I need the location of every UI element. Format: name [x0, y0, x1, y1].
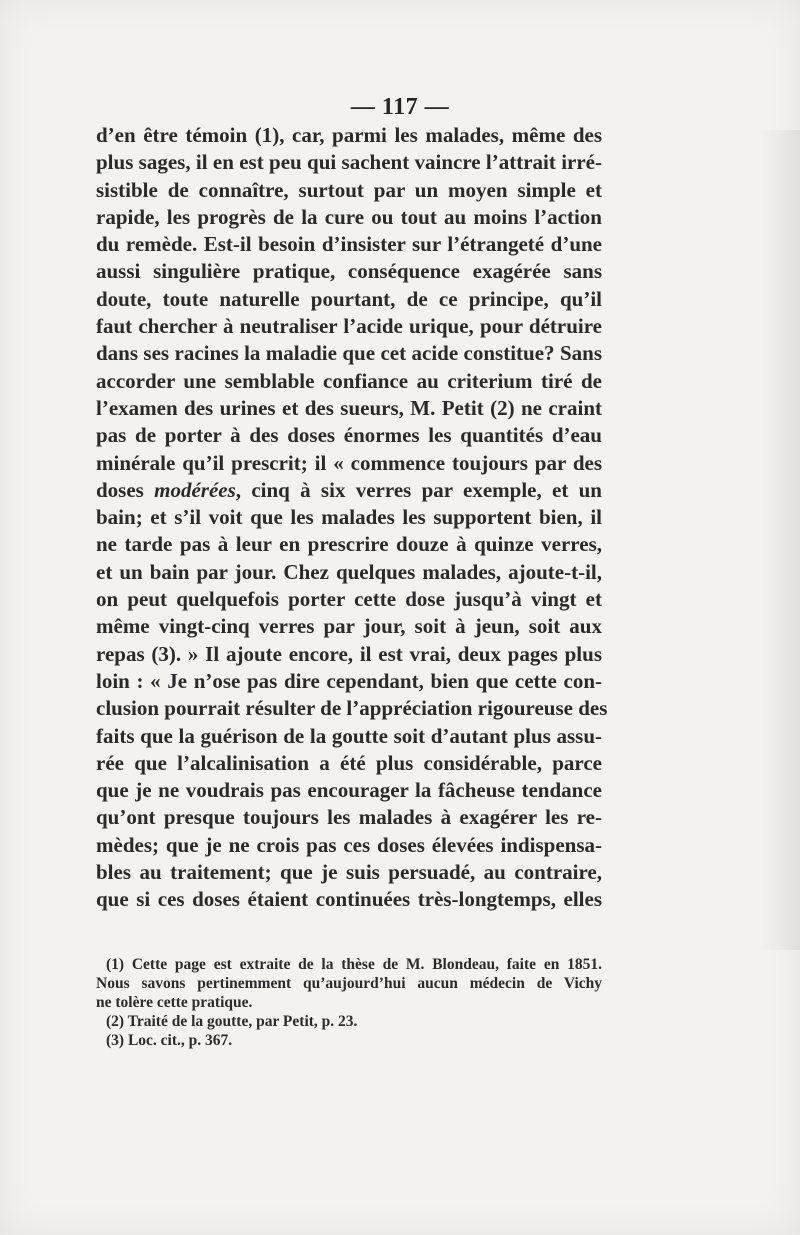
text-line: que je ne voudrais pas encourager la fâcheuse tendance [96, 778, 602, 803]
text-line: repas (3). » Il ajoute encore, il est vrai, deux pages plus [96, 641, 602, 666]
text-line: mèdes; que je ne crois pas ces doses élevées indispensa- [96, 832, 602, 857]
text-fragment: , cinq à six verres par exemple, et un [235, 477, 602, 502]
text-line: minérale qu’il prescrit; il « commence toujours par des [96, 450, 602, 475]
page-edge-shadow [760, 130, 800, 950]
text-line-with-italic [96, 477, 602, 504]
text-line: qu’ont presque toujours les malades à exagérer les re- [96, 805, 602, 830]
footnote-1: (1) Cette page est extraite de la thèse de M. Blondeau, faite en 1851. [106, 956, 602, 973]
text-line: et un bain par jour. Chez quelques malades, ajoute-t-il, [96, 559, 602, 584]
text-line: plus sages, il en est peu qui sachent vaincre l’attrait irré- [96, 150, 602, 175]
text-line: bain; et s’il voit que les malades les supportent bien, il [96, 505, 602, 530]
text-line: on peut quelquefois porter cette dose jusqu’à vingt et [96, 587, 602, 612]
page-number: — 117 — [350, 94, 450, 120]
footnote-1-continued: Nous savons pertinemment qu’aujourd’hui aucun médecin de Vichy [96, 975, 602, 992]
text-line: doute, toute naturelle pourtant, de ce principe, qu’il [96, 286, 602, 311]
footnotes [96, 955, 602, 1050]
text-line: pas de porter à des doses énormes les quantités d’eau [96, 423, 602, 448]
text-line: que si ces doses étaient continuées très-longtemps, elles [96, 887, 602, 912]
italic-word: modérées [154, 477, 236, 502]
text-fragment: doses [96, 477, 155, 502]
text-line: loin : « Je n’ose pas dire cependant, bien que cette con- [96, 668, 602, 693]
text-line: faut chercher à neutraliser l’acide urique, pour détruire [96, 314, 602, 339]
text-line: bles au traitement; que je suis persuadé, au contraire, [96, 860, 602, 885]
text-line: accorder une semblable confiance au criterium tiré de [96, 368, 602, 393]
footnote-1-continued: ne tolère cette pratique. [96, 994, 253, 1011]
text-line: l’examen des urines et des sueurs, M. Petit (2) ne craint [96, 395, 602, 420]
text-line: du remède. Est-il besoin d’insister sur l’étrangeté d’une [96, 232, 602, 257]
text-line: rapide, les progrès de la cure ou tout au moins l’action [96, 204, 602, 229]
text-line: clusion pourrait résulter de l’appréciation rigoureuse des [96, 696, 608, 721]
footnote-3: (3) Loc. cit., p. 367. [106, 1032, 233, 1049]
text-line: dans ses racines la maladie que cet acide constitue? Sans [96, 341, 602, 366]
text-line: même vingt-cinq verres par jour, soit à jeun, soit aux [96, 614, 602, 639]
text-line: rée que l’alcalinisation a été plus considérable, parce [96, 750, 602, 775]
text-line: d’en être témoin (1), car, parmi les malades, même des [96, 123, 602, 147]
footnote-2: (2) Traité de la goutte, par Petit, p. 23. [106, 1013, 358, 1030]
text-line: sistible de connaître, surtout par un moyen simple et [96, 177, 602, 202]
text-line: aussi singulière pratique, conséquence exagérée sans [96, 259, 602, 284]
text-line: faits que la guérison de la goutte soit d’autant plus assu- [96, 723, 602, 748]
text-line: ne tarde pas à leur en prescrire douze à quinze verres, [96, 532, 602, 557]
body-text [96, 122, 608, 914]
